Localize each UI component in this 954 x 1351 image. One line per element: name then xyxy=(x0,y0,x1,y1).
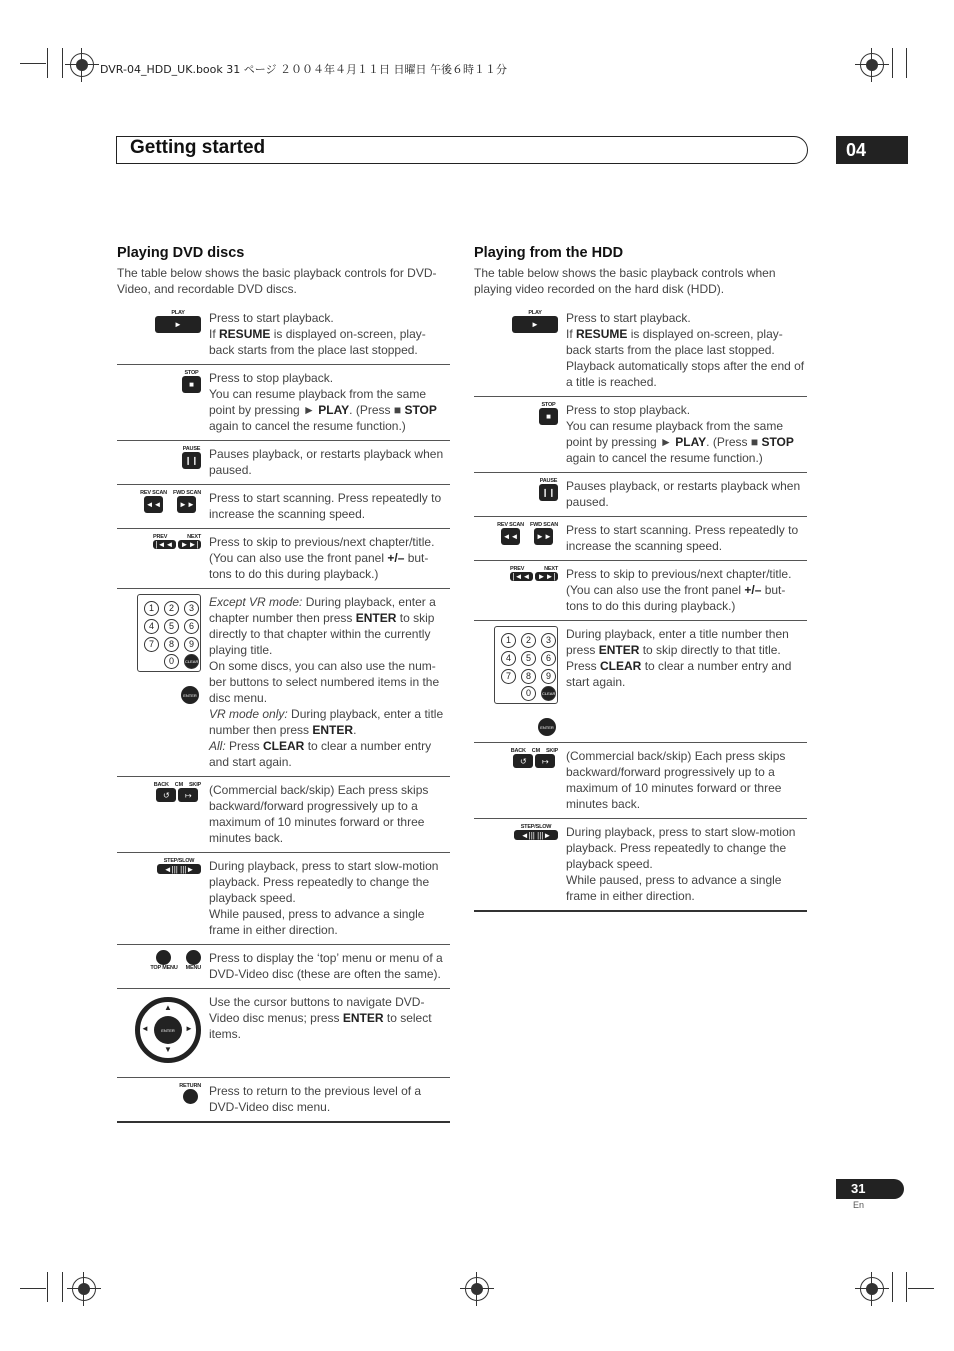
text-segment: again to cancel the resume function.) xyxy=(566,451,763,465)
digit-button: 0 xyxy=(164,654,179,669)
page-number: 31 xyxy=(836,1179,904,1199)
rev-scan-icon: ◄◄ xyxy=(501,528,520,545)
remote-icon-cm xyxy=(511,748,558,812)
stop-label: STOP xyxy=(184,370,199,376)
digit-button: 3 xyxy=(184,601,199,616)
clear-icon: CLEAR xyxy=(184,654,199,669)
skip-label: SKIP xyxy=(545,748,558,754)
description-line xyxy=(566,418,807,466)
bold-term: RESUME xyxy=(576,327,628,341)
icon-cell xyxy=(474,748,566,812)
description-line xyxy=(209,370,450,386)
row-description xyxy=(209,310,450,358)
text-segment: During playback, press to start slow-motion playback. Press repeatedly to change the playback speed. xyxy=(209,859,439,905)
text-segment: While paused, press to advance a single frame in either direction. xyxy=(566,873,782,903)
step-slow-label: STEP/SLOW xyxy=(163,858,195,864)
registration-mark-top-right xyxy=(860,53,884,77)
crop-mark xyxy=(906,1272,907,1302)
digit-button: 7 xyxy=(501,669,516,684)
text-segment: (Commercial back/skip) Each press skips backward/forward progressively up to a maximum of 10 minutes forward or three minutes back. xyxy=(566,749,786,811)
digit-button: 4 xyxy=(144,619,159,634)
row-description xyxy=(209,370,450,434)
rev-scan-icon: ◄◄ xyxy=(144,496,163,513)
digit-button: 5 xyxy=(164,619,179,634)
dvd-controls-table xyxy=(117,305,450,1123)
text-segment: . (Press ■ xyxy=(706,435,762,449)
row-description xyxy=(209,534,450,582)
play-icon: ► xyxy=(512,316,558,333)
crop-mark xyxy=(908,1288,934,1289)
icon-cell xyxy=(474,478,566,510)
fwd-scan-group xyxy=(530,522,558,545)
crop-mark xyxy=(906,48,907,78)
crop-mark xyxy=(47,48,48,78)
table-row xyxy=(474,743,807,819)
description-line xyxy=(209,386,450,434)
hdd-section-title: Playing from the HDD xyxy=(474,245,624,261)
prev-label: PREV xyxy=(510,566,525,572)
text-segment: Press xyxy=(225,739,264,753)
description-line xyxy=(566,872,807,904)
remote-icon-skip xyxy=(153,534,201,582)
rev-scan-group xyxy=(140,490,167,513)
text-segment: Press to return to the previous level of a DVD-Video disc menu. xyxy=(209,1084,422,1114)
text-segment: . (Press ■ xyxy=(349,403,405,417)
dvd-section-intro: The table below shows the basic playback controls for DVD-Video, and recordable DVD discs. xyxy=(117,266,437,296)
icon-cell xyxy=(474,310,566,390)
top-menu-label: TOP MENU xyxy=(150,965,178,971)
text-segment: Press to skip to previous/next chapter/title. (You can also use the front panel xyxy=(566,567,792,597)
icon-cell xyxy=(117,994,209,1063)
pause-label: PAUSE xyxy=(182,446,201,452)
fwd-scan-icon: ►► xyxy=(534,528,553,545)
next-label: NEXT xyxy=(187,534,201,540)
menu-group xyxy=(186,950,201,971)
cm-label: CM xyxy=(531,748,540,754)
text-segment: During playback, press to start slow-motion playback. Press repeatedly to change the playback speed. xyxy=(566,825,796,871)
table-row xyxy=(474,517,807,561)
remote-icon-return xyxy=(179,1083,201,1115)
icon-cell xyxy=(117,950,209,982)
next-icon: ►►| xyxy=(535,572,558,581)
italic-term: Except VR mode: xyxy=(209,595,303,609)
row-description xyxy=(209,950,450,982)
text-segment: You can resume playback from the same point by pressing ► xyxy=(566,419,784,449)
bold-term: ENTER xyxy=(342,1011,384,1025)
text-segment: Use the cursor buttons to navigate DVD-Video disc menus; press xyxy=(209,995,425,1025)
digit-button: 6 xyxy=(541,651,556,666)
play-label: PLAY xyxy=(171,310,185,316)
description-line xyxy=(209,594,450,658)
description-line xyxy=(566,748,807,812)
bold-term: ENTER xyxy=(355,611,397,625)
text-segment: During playback, enter a chapter number then press xyxy=(209,595,436,625)
text-segment: If xyxy=(209,327,220,341)
page-title: Getting started xyxy=(130,137,266,158)
text-segment: Pauses playback, or restarts playback when paused. xyxy=(566,479,801,509)
table-row xyxy=(117,777,450,853)
return-label: RETURN xyxy=(179,1083,201,1089)
italic-term: VR mode only: xyxy=(209,707,288,721)
remote-icon-slow xyxy=(157,858,201,938)
bold-term: RESUME xyxy=(219,327,271,341)
menu-buttons xyxy=(150,950,201,971)
registration-mark-bottom-right xyxy=(860,1277,884,1301)
play-label: PLAY xyxy=(528,310,542,316)
stop-icon: ■ xyxy=(539,408,558,425)
skip-label: SKIP xyxy=(188,782,201,788)
registration-mark-top-left xyxy=(70,53,94,77)
pause-icon: ❙❙ xyxy=(182,452,201,469)
icon-cell xyxy=(117,594,209,770)
table-row xyxy=(117,945,450,989)
bold-term: ENTER xyxy=(598,643,640,657)
description-line xyxy=(209,782,450,846)
text-segment: again to cancel the resume function.) xyxy=(209,419,406,433)
icon-cell xyxy=(474,522,566,554)
table-row xyxy=(117,441,450,485)
text-segment: If xyxy=(566,327,577,341)
text-segment: During playback, enter a title number then press xyxy=(209,707,444,737)
text-segment: Press to start scanning. Press repeatedly to increase the scanning speed. xyxy=(566,523,799,553)
crop-mark xyxy=(892,1272,893,1302)
cursor-arrow-icon: ▼ xyxy=(164,1045,172,1054)
description-line xyxy=(566,402,807,418)
remote-icon-pause xyxy=(182,446,201,478)
digit-button: 8 xyxy=(521,669,536,684)
fwd-scan-label: FWD SCAN xyxy=(172,490,201,496)
cm-back-icon: ↺ xyxy=(513,754,533,768)
enter-icon: ENTER xyxy=(538,718,556,736)
text-segment: to clear a number entry and start again. xyxy=(209,739,432,769)
description-line xyxy=(566,626,807,690)
crop-mark xyxy=(62,1272,63,1302)
row-description xyxy=(209,858,450,938)
digit-button: 2 xyxy=(521,633,536,648)
remote-icon-cursor xyxy=(135,994,201,1063)
numeric-keypad xyxy=(494,626,558,704)
remote-icon-skip xyxy=(510,566,558,614)
digit-button: 9 xyxy=(184,637,199,652)
table-row xyxy=(117,989,450,1078)
skip-buttons xyxy=(510,572,558,581)
description-line xyxy=(209,738,450,770)
bold-term: STOP xyxy=(404,403,437,417)
digit-button: 4 xyxy=(501,651,516,666)
text-segment: Press to start playback. xyxy=(566,311,691,325)
text-segment: While paused, press to advance a single frame in either direction. xyxy=(209,907,425,937)
row-description xyxy=(566,478,807,510)
description-line xyxy=(209,490,450,522)
print-info: DVR-04_HDD_UK.book 31 ページ ２００４年４月１１日 日曜日 午後６時１１分 xyxy=(100,63,508,76)
icon-cell xyxy=(117,534,209,582)
table-row xyxy=(474,621,807,743)
skip-buttons xyxy=(153,540,201,549)
row-description xyxy=(566,522,807,554)
description-line xyxy=(566,478,807,510)
table-row xyxy=(117,305,450,365)
crop-mark xyxy=(20,63,46,64)
digit-button: 3 xyxy=(541,633,556,648)
table-row xyxy=(117,1078,450,1121)
text-segment: to skip directly to that chapter within the currently playing title. xyxy=(209,611,435,657)
crop-mark xyxy=(47,1272,48,1302)
table-row xyxy=(117,529,450,589)
icon-cell xyxy=(474,566,566,614)
description-line xyxy=(209,994,450,1042)
description-line xyxy=(566,522,807,554)
chapter-number: 04 xyxy=(836,136,908,164)
enter-icon: ENTER xyxy=(181,686,199,704)
description-line xyxy=(209,310,450,326)
row-description xyxy=(209,594,450,770)
fwd-scan-icon: ►► xyxy=(177,496,196,513)
row-description xyxy=(566,310,807,390)
description-line xyxy=(566,566,807,614)
text-segment: to skip directly to that title. Press xyxy=(566,643,781,673)
fwd-scan-label: FWD SCAN xyxy=(529,522,558,528)
text-segment: Press to start scanning. Press repeatedly to increase the scanning speed. xyxy=(209,491,442,521)
table-row xyxy=(474,305,807,397)
row-description xyxy=(209,446,450,478)
description-line xyxy=(209,534,450,582)
remote-icon-pause xyxy=(539,478,558,510)
step-slow-icon: ◄||| |||► xyxy=(157,864,201,874)
text-segment: to select items. xyxy=(209,1011,432,1041)
next-label: NEXT xyxy=(544,566,558,572)
text-segment: to clear a number entry and start again. xyxy=(566,659,792,689)
back-label: BACK xyxy=(153,782,169,788)
digit-button: 9 xyxy=(541,669,556,684)
prev-icon: |◄◄ xyxy=(153,540,176,549)
digit-button: 5 xyxy=(521,651,536,666)
icon-cell xyxy=(474,402,566,466)
play-icon: ► xyxy=(155,316,201,333)
table-row xyxy=(117,853,450,945)
cm-buttons xyxy=(513,754,555,768)
menu-label: MENU xyxy=(185,965,201,971)
cm-skip-icon: ↦ xyxy=(535,754,555,768)
hdd-section-intro: The table below shows the basic playback controls when playing video recorded on the hard disk (HDD). xyxy=(474,266,776,296)
remote-icon-stop xyxy=(539,402,558,466)
bold-term: +/– xyxy=(744,583,762,597)
rev-scan-label: REV SCAN xyxy=(497,522,524,528)
rev-scan-label: REV SCAN xyxy=(140,490,167,496)
remote-icon-numpad xyxy=(137,594,201,770)
row-description xyxy=(566,748,807,812)
stop-label: STOP xyxy=(541,402,556,408)
numeric-keypad xyxy=(137,594,201,672)
icon-cell xyxy=(474,626,566,736)
row-description xyxy=(566,824,807,904)
text-segment: but-tons to do this during playback.) xyxy=(566,583,786,613)
description-line xyxy=(209,858,450,906)
text-segment: is displayed on-screen, play-back starts from the place last stopped. Playback automatically stops after the end of a title is reached. xyxy=(566,327,805,389)
text-segment: On some discs, you can also use the num-ber buttons to select numbered items in the disc menu. xyxy=(209,659,440,705)
step-slow-icon: ◄||| |||► xyxy=(514,830,558,840)
crop-mark xyxy=(892,48,893,78)
digit-button: 6 xyxy=(184,619,199,634)
row-description xyxy=(566,626,807,736)
digit-button: 1 xyxy=(501,633,516,648)
table-row xyxy=(474,561,807,621)
pause-label: PAUSE xyxy=(539,478,558,484)
table-row xyxy=(117,589,450,777)
text-segment: . xyxy=(353,723,357,737)
step-slow-label: STEP/SLOW xyxy=(520,824,552,830)
return-icon xyxy=(183,1089,198,1104)
text-segment: is displayed on-screen, play-back starts from the place last stopped. xyxy=(209,327,426,357)
remote-icon-slow xyxy=(514,824,558,904)
remote-icon-cm xyxy=(154,782,201,846)
cm-buttons xyxy=(156,788,198,802)
top-menu-icon xyxy=(156,950,171,965)
icon-cell xyxy=(117,490,209,522)
row-description xyxy=(209,490,450,522)
remote-icon-numpad xyxy=(494,626,558,736)
digit-button: 0 xyxy=(521,686,536,701)
digit-button: 1 xyxy=(144,601,159,616)
cm-back-icon: ↺ xyxy=(156,788,176,802)
back-label: BACK xyxy=(510,748,526,754)
description-line xyxy=(566,310,807,326)
digit-button: 8 xyxy=(164,637,179,652)
bold-term: STOP xyxy=(761,435,794,449)
language-label: En xyxy=(853,1200,865,1210)
fwd-scan-group xyxy=(173,490,201,513)
row-description xyxy=(566,402,807,466)
row-description xyxy=(209,782,450,846)
description-line xyxy=(209,906,450,938)
description-line xyxy=(209,326,450,358)
text-segment: You can resume playback from the same point by pressing ► xyxy=(209,387,427,417)
icon-cell xyxy=(117,310,209,358)
clear-icon: CLEAR xyxy=(541,686,556,701)
text-segment: During playback, enter a title number then press xyxy=(566,627,789,657)
table-row xyxy=(117,485,450,529)
dvd-section-title: Playing DVD discs xyxy=(117,245,245,261)
table-row xyxy=(474,819,807,910)
menu-icon xyxy=(186,950,201,965)
rev-scan-group xyxy=(497,522,524,545)
row-description xyxy=(209,994,450,1063)
italic-term: All: xyxy=(209,739,226,753)
description-line xyxy=(566,326,807,390)
description-line xyxy=(566,824,807,872)
text-segment: Press to display the ‘top’ menu or menu of a DVD-Video disc (these are often the same). xyxy=(209,951,443,981)
digit-button: 7 xyxy=(144,637,159,652)
description-line xyxy=(209,658,450,706)
registration-mark-bottom-left xyxy=(72,1277,96,1301)
bold-term: ENTER xyxy=(312,723,354,737)
icon-cell xyxy=(117,446,209,478)
icon-cell xyxy=(474,824,566,904)
text-segment: (Commercial back/skip) Each press skips backward/forward progressively up to a maximum of 10 minutes forward or three minutes back. xyxy=(209,783,429,845)
bold-term: PLAY xyxy=(318,403,350,417)
enter-icon: ENTER xyxy=(154,1016,182,1044)
next-icon: ►►| xyxy=(178,540,201,549)
text-segment: but-tons to do this during playback.) xyxy=(209,551,429,581)
text-segment: Press to start playback. xyxy=(209,311,334,325)
text-segment: Press to stop playback. xyxy=(566,403,691,417)
scan-buttons xyxy=(497,522,558,545)
icon-cell xyxy=(117,1083,209,1115)
icon-cell xyxy=(117,370,209,434)
description-line xyxy=(209,446,450,478)
table-row xyxy=(474,473,807,517)
text-segment: Pauses playback, or restarts playback when paused. xyxy=(209,447,444,477)
digit-button: 2 xyxy=(164,601,179,616)
text-segment: Press to stop playback. xyxy=(209,371,334,385)
remote-icon-menu xyxy=(150,950,201,982)
prev-label: PREV xyxy=(153,534,168,540)
remote-icon-play xyxy=(155,310,201,358)
cursor-arrow-icon: ◄ xyxy=(141,1024,149,1033)
scan-buttons xyxy=(140,490,201,513)
remote-icon-stop xyxy=(182,370,201,434)
row-description xyxy=(566,566,807,614)
description-line xyxy=(209,706,450,738)
icon-cell xyxy=(117,858,209,938)
remote-icon-scan xyxy=(497,522,558,554)
text-segment: Press to skip to previous/next chapter/title. (You can also use the front panel xyxy=(209,535,435,565)
cursor-arrow-icon: ▲ xyxy=(164,1003,172,1012)
bold-term: +/– xyxy=(387,551,405,565)
cm-skip-icon: ↦ xyxy=(178,788,198,802)
cm-label: CM xyxy=(174,782,183,788)
pause-icon: ❙❙ xyxy=(539,484,558,501)
bold-term: CLEAR xyxy=(263,739,305,753)
remote-icon-scan xyxy=(140,490,201,522)
description-line xyxy=(209,1083,450,1115)
remote-icon-play xyxy=(512,310,558,390)
icon-cell xyxy=(117,782,209,846)
row-description xyxy=(209,1083,450,1115)
cursor-arrow-icon: ► xyxy=(185,1024,193,1033)
prev-icon: |◄◄ xyxy=(510,572,533,581)
registration-mark-bottom-center xyxy=(465,1277,489,1301)
cursor-pad-icon xyxy=(135,997,201,1063)
bold-term: CLEAR xyxy=(600,659,642,673)
top-menu-group xyxy=(150,950,177,971)
description-line xyxy=(209,950,450,982)
crop-mark xyxy=(20,1288,46,1289)
bold-term: PLAY xyxy=(675,435,707,449)
table-row xyxy=(117,365,450,441)
stop-icon: ■ xyxy=(182,376,201,393)
hdd-controls-table xyxy=(474,305,807,912)
crop-mark xyxy=(62,48,63,78)
table-row xyxy=(474,397,807,473)
